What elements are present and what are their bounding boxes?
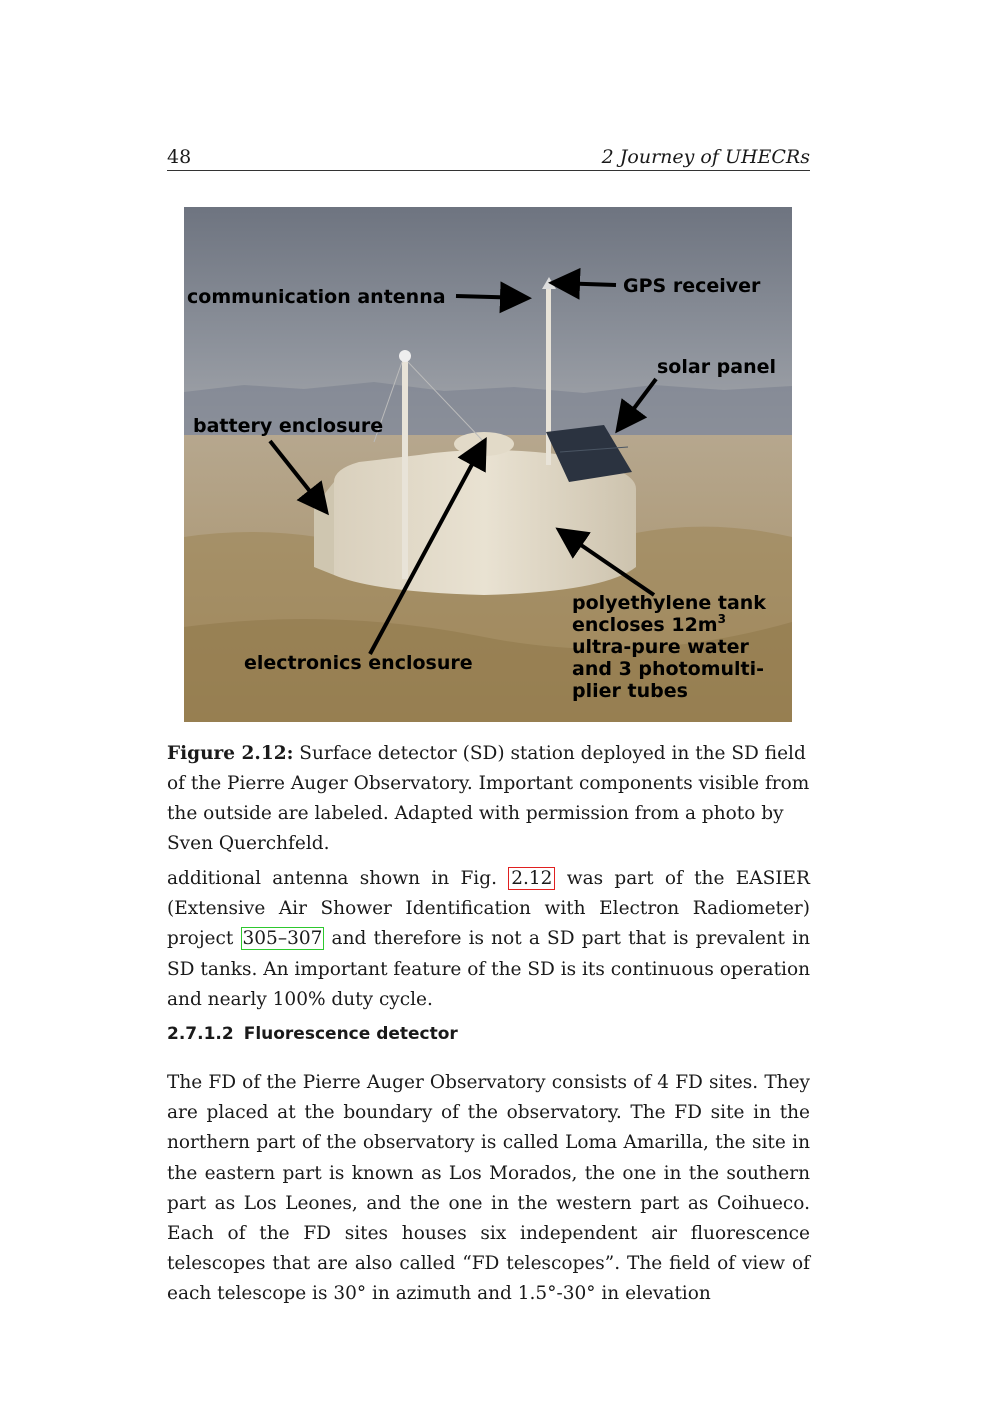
- label-solar-panel: solar panel: [657, 356, 777, 378]
- section-number: 2.7.1.2: [167, 1024, 234, 1044]
- label-communication-antenna: communication antenna: [187, 286, 446, 308]
- caption-text: Surface detector (SD) station deployed in the SD field of the Pierre Auger Observatory. Important components visible from the outside are labeled. Adapted with permission from a photo by Sven Querchfeld.: [167, 743, 810, 854]
- label-tank-line3: ultra-pure water: [572, 636, 749, 658]
- section-title: Fluorescence detector: [243, 1024, 458, 1044]
- running-header: [167, 144, 810, 171]
- body-paragraph-1: [167, 864, 810, 1015]
- running-title: 2 Journey of UHECRs: [601, 146, 810, 168]
- label-tank-line4: and 3 photomulti-: [572, 658, 765, 680]
- sd-station-photo: [184, 207, 792, 722]
- label-tank-superscript: 3: [717, 612, 726, 626]
- label-battery-enclosure: battery enclosure: [193, 415, 384, 437]
- p1-text-c: and therefore is not a SD part that is prevalent in SD tanks. An important feature of the SD is its continuous operation and nearly 100% duty cycle.: [167, 928, 811, 1010]
- citation-end[interactable]: 307: [287, 928, 323, 950]
- label-gps-receiver: GPS receiver: [623, 275, 761, 297]
- figure-caption: [167, 739, 810, 859]
- label-tank-line2-text: encloses 12m: [572, 614, 718, 636]
- caption-label: Figure 2.12:: [167, 743, 294, 764]
- p1-text-a: additional antenna shown in Fig.: [167, 868, 509, 889]
- label-tank-line5: plier tubes: [572, 680, 688, 702]
- body-paragraph-2: The FD of the Pierre Auger Observatory consists of 4 FD sites. They are placed at the boundary of the observatory. The FD site in the northern part of the observatory is called Loma Amarilla, the site in the eastern part is known as Los Morados, the one in the southern part as Los Leones, and the one in the western part as Coihueco. Each of the FD sites houses six independent air fluorescence telescopes that are also called “FD telescopes”. The field of view of each telescope is 30° in azimuth and 1.5°-30° in elevation: [167, 1072, 810, 1305]
- page-number: 48: [167, 146, 192, 168]
- label-electronics-enclosure: electronics enclosure: [244, 652, 473, 674]
- label-tank-line2: [572, 612, 726, 636]
- p1-text-b: was part of the EASIER (Extensive Air Shower Identification with Electron Radiometer) project: [167, 868, 810, 950]
- label-tank-line1: polyethylene tank: [572, 592, 766, 614]
- citation-start[interactable]: 305: [242, 928, 278, 950]
- citation-dash: –: [277, 928, 288, 950]
- citation-link[interactable]: [241, 927, 325, 950]
- figure-reference-link[interactable]: 2.12: [508, 867, 555, 890]
- section-heading: [167, 1024, 458, 1044]
